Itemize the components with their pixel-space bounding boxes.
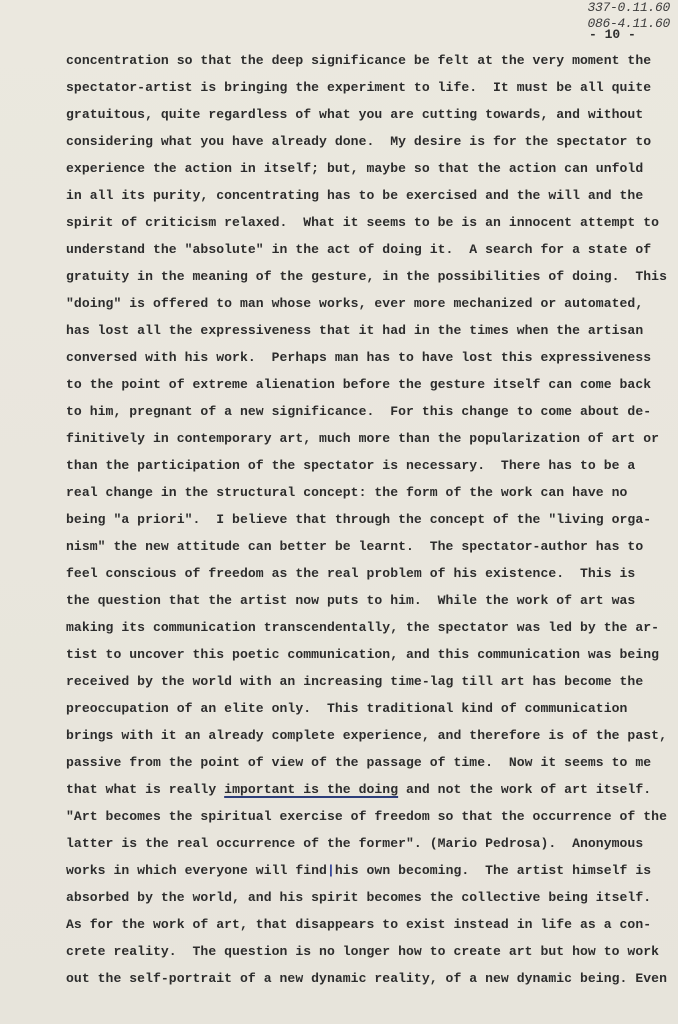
archive-number-1: 337-0.11.60 xyxy=(587,0,670,15)
text-line: real change in the structural concept: the form of the work can have no xyxy=(66,485,628,500)
line-segment: that what is really xyxy=(66,782,225,797)
text-line: understand the "absolute" in the act of doing it. A search for a state of xyxy=(66,242,652,257)
underlined-phrase: important is the doing xyxy=(224,782,399,797)
text-line: conversed with his work. Perhaps man has to have lost this expressiveness xyxy=(66,350,652,365)
text-line: considering what you have already done. My desire is for the spectator to xyxy=(66,134,652,149)
line-segment: his own becoming. The artist himself is xyxy=(334,863,652,878)
text-line: has lost all the expressiveness that it had in the times when the artisan xyxy=(66,323,644,338)
text-line: the question that the artist now puts to him. While the work of art was xyxy=(66,593,636,608)
text-line: out the self-portrait of a new dynamic reality, of a new dynamic being. Even xyxy=(66,971,667,986)
text-line: nism" the new attitude can better be learnt. The spectator-author has to xyxy=(66,539,644,554)
line-segment: works in which everyone will find xyxy=(66,863,327,878)
text-line: passive from the point of view of the passage of time. Now it seems to me xyxy=(66,755,652,770)
text-line: than the participation of the spectator is necessary. There has to be a xyxy=(66,458,636,473)
text-line: gratuitous, quite regardless of what you are cutting towards, and without xyxy=(66,107,644,122)
text-line: spirit of criticism relaxed. What it seems to be is an innocent attempt to xyxy=(66,215,660,230)
text-line: tist to uncover this poetic communication, and this communication was being xyxy=(66,647,660,662)
text-line: brings with it an already complete experience, and therefore is of the past, xyxy=(66,728,667,743)
text-line: "Art becomes the spiritual exercise of freedom so that the occurrence of the xyxy=(66,809,667,824)
text-line: "doing" is offered to man whose works, ever more mechanized or automated, xyxy=(66,296,644,311)
text-line: to the point of extreme alienation before the gesture itself can come back xyxy=(66,377,652,392)
text-line: absorbed by the world, and his spirit becomes the collective being itself. xyxy=(66,890,652,905)
text-line: finitively in contemporary art, much more than the popularization of art or xyxy=(66,431,660,446)
text-line: latter is the real occurrence of the former". (Mario Pedrosa). Anonymous xyxy=(66,836,644,851)
body-text xyxy=(66,52,678,997)
pen-insertion-mark: | xyxy=(326,863,335,878)
line-segment: and not the work of art itself. xyxy=(398,782,652,797)
text-line: experience the action in itself; but, maybe so that the action can unfold xyxy=(66,161,644,176)
text-line: in all its purity, concentrating has to be exercised and the will and the xyxy=(66,188,644,203)
text-line: feel conscious of freedom as the real problem of his existence. This is xyxy=(66,566,636,581)
page-number: - 10 - xyxy=(589,27,636,42)
text-line: crete reality. The question is no longer how to create art but how to work xyxy=(66,944,660,959)
text-line: being "a priori". I believe that through the concept of the "living orga- xyxy=(66,512,652,527)
text-line: preoccupation of an elite only. This traditional kind of communication xyxy=(66,701,628,716)
text-line: gratuity in the meaning of the gesture, in the possibilities of doing. This xyxy=(66,269,667,284)
text-line: to him, pregnant of a new significance. For this change to come about de- xyxy=(66,404,652,419)
text-line-underlined xyxy=(66,781,678,808)
text-line: spectator-artist is bringing the experiment to life. It must be all quite xyxy=(66,80,652,95)
text-line: As for the work of art, that disappears to exist instead in life as a con- xyxy=(66,917,652,932)
archive-number-2: 086-4.11.60 xyxy=(587,16,670,31)
text-line-annotated xyxy=(66,862,678,889)
text-line: making its communication transcendentally, the spectator was led by the ar- xyxy=(66,620,660,635)
text-line: received by the world with an increasing time-lag till art has become the xyxy=(66,674,644,689)
text-line: concentration so that the deep significance be felt at the very moment the xyxy=(66,53,652,68)
